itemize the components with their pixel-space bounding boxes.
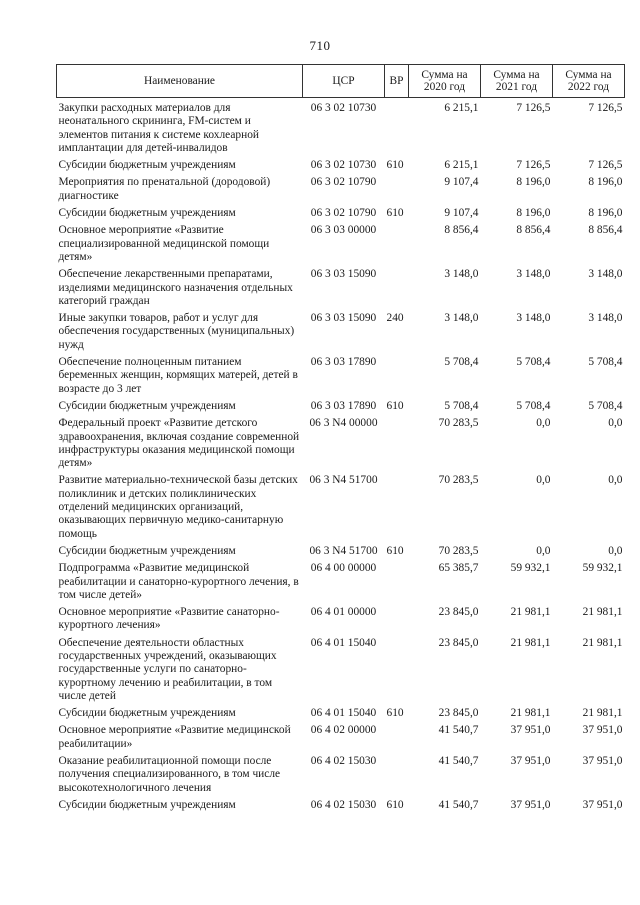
cell-sum-2022: 0,0	[608, 417, 623, 430]
cell-csr: 06 4 01 15040	[310, 707, 377, 720]
cell-sum-2022: 37 951,0	[582, 798, 623, 811]
cell-vr	[385, 356, 409, 400]
cell-name: Субсидии бюджетным учреждениям	[58, 399, 236, 412]
cell-name: Подпрограмма «Развитие медицинской реабилитации и санаторно-курортного лечения, в том числе детей»	[58, 562, 299, 601]
cell-csr: 06 3 03 17890	[310, 399, 377, 412]
cell-name: Обеспечение деятельности областных государственных учреждений, оказывающих государственные услуги по санаторно-курортному лечению и реабилитации, в том числе детей	[58, 636, 277, 702]
table-row	[57, 400, 625, 417]
cell-vr	[385, 98, 409, 160]
table-row	[57, 637, 625, 707]
cell-csr: 06 4 02 15030	[310, 755, 377, 768]
cell-csr: 06 3 03 15090	[310, 268, 377, 281]
cell-sum-2021: 37 951,0	[510, 724, 551, 737]
header-name: Наименование	[57, 65, 303, 98]
cell-vr	[385, 724, 409, 755]
table-row	[57, 545, 625, 562]
cell-sum-2022: 59 932,1	[582, 562, 623, 575]
cell-sum-2022: 21 981,1	[582, 707, 623, 720]
cell-name: Субсидии бюджетным учреждениям	[58, 707, 236, 720]
cell-name: Субсидии бюджетным учреждениям	[58, 207, 236, 220]
cell-csr: 06 4 01 00000	[310, 606, 377, 619]
cell-sum-2020: 70 283,5	[438, 544, 479, 557]
table-row	[57, 159, 625, 176]
cell-sum-2022: 3 148,0	[588, 312, 623, 325]
cell-sum-2021: 3 148,0	[516, 268, 551, 281]
cell-sum-2021: 59 932,1	[510, 562, 551, 575]
cell-sum-2021: 8 856,4	[516, 224, 551, 237]
cell-name: Развитие материально-технической базы детских поликлиник и детских поликлинических отделений медицинских организаций, оказывающих первичную медико-санитарную помощь	[58, 474, 298, 540]
cell-sum-2022: 37 951,0	[582, 755, 623, 768]
cell-vr	[385, 755, 409, 799]
cell-vr	[385, 474, 409, 544]
header-sum-2020: Сумма на 2020 год	[409, 65, 481, 98]
cell-sum-2022: 0,0	[608, 544, 623, 557]
table-row	[57, 356, 625, 400]
table-row	[57, 207, 625, 224]
table-row	[57, 562, 625, 606]
cell-sum-2022: 21 981,1	[582, 636, 623, 649]
cell-sum-2020: 9 107,4	[444, 176, 479, 189]
cell-sum-2022: 8 196,0	[588, 207, 623, 220]
table-row	[57, 724, 625, 755]
cell-vr: 240	[386, 312, 404, 325]
cell-vr	[385, 176, 409, 207]
cell-vr: 610	[386, 159, 404, 172]
cell-name: Субсидии бюджетным учреждениям	[58, 159, 236, 172]
cell-name: Иные закупки товаров, работ и услуг для обеспечения государственных (муниципальных) нужд	[58, 312, 295, 351]
table-row	[57, 417, 625, 474]
cell-sum-2020: 3 148,0	[444, 312, 479, 325]
cell-vr: 610	[386, 399, 404, 412]
cell-sum-2020: 23 845,0	[438, 636, 479, 649]
cell-sum-2022: 5 708,4	[588, 399, 623, 412]
cell-sum-2020: 8 856,4	[444, 224, 479, 237]
cell-csr: 06 3 03 17890	[310, 356, 377, 369]
cell-csr: 06 3 03 00000	[310, 224, 377, 237]
cell-csr: 06 4 01 15040	[310, 636, 377, 649]
cell-vr: 610	[386, 544, 404, 557]
header-sum-2021: Сумма на 2021 год	[481, 65, 553, 98]
cell-csr: 06 3 N4 00000	[309, 417, 378, 430]
cell-sum-2021: 0,0	[536, 544, 551, 557]
cell-csr: 06 3 03 15090	[310, 312, 377, 325]
cell-sum-2022: 7 126,5	[588, 159, 623, 172]
cell-sum-2020: 23 845,0	[438, 707, 479, 720]
cell-sum-2020: 5 708,4	[444, 399, 479, 412]
cell-vr: 610	[386, 798, 404, 811]
cell-sum-2021: 5 708,4	[516, 356, 551, 369]
cell-sum-2022: 37 951,0	[582, 724, 623, 737]
cell-name: Обеспечение полноценным питанием беременных женщин, кормящих матерей, детей в возрасте до 3 лет	[58, 356, 298, 395]
cell-sum-2020: 9 107,4	[444, 207, 479, 220]
cell-sum-2022: 21 981,1	[582, 606, 623, 619]
page-number: 710	[309, 38, 331, 53]
table-row	[57, 474, 625, 544]
cell-sum-2022: 7 126,5	[588, 102, 623, 114]
cell-sum-2021: 5 708,4	[516, 399, 551, 412]
cell-sum-2021: 7 126,5	[516, 102, 551, 114]
cell-vr: 610	[386, 707, 404, 720]
cell-name: Основное мероприятие «Развитие медицинской реабилитации»	[58, 724, 291, 750]
cell-name: Закупки расходных материалов для неонатального скрининга, FM-систем и элементов питания к системе кохлеарной имплантации для детей-инвалидов	[58, 102, 259, 154]
cell-sum-2020: 6 215,1	[444, 102, 479, 114]
table-row	[57, 224, 625, 268]
cell-csr: 06 3 N4 51700	[309, 474, 378, 487]
cell-sum-2020: 41 540,7	[438, 798, 479, 811]
cell-sum-2021: 3 148,0	[516, 312, 551, 325]
header-vr: ВР	[385, 65, 409, 98]
table-row	[57, 707, 625, 724]
cell-vr	[385, 637, 409, 707]
cell-sum-2022: 8 196,0	[588, 176, 623, 189]
cell-sum-2020: 70 283,5	[438, 417, 479, 430]
cell-csr: 06 4 00 00000	[310, 562, 377, 575]
table-row	[57, 799, 625, 816]
cell-vr	[385, 224, 409, 268]
cell-csr: 06 3 02 10790	[310, 207, 377, 220]
table-row	[57, 176, 625, 207]
cell-sum-2022: 0,0	[608, 474, 623, 487]
cell-name: Мероприятия по пренатальной (дородовой) диагностике	[58, 176, 271, 202]
budget-table	[56, 64, 625, 816]
cell-sum-2021: 21 981,1	[510, 606, 551, 619]
table-row	[57, 755, 625, 799]
table-row	[57, 606, 625, 637]
cell-vr	[385, 606, 409, 637]
cell-sum-2021: 37 951,0	[510, 755, 551, 768]
cell-sum-2021: 21 981,1	[510, 707, 551, 720]
cell-sum-2021: 0,0	[536, 417, 551, 430]
cell-name: Основное мероприятие «Развитие специализированной медицинской помощи детям»	[58, 224, 270, 263]
cell-name: Обеспечение лекарственными препаратами, изделиями медицинского назначения отдельных категорий граждан	[58, 268, 293, 307]
cell-vr: 610	[386, 207, 404, 220]
table-header-row	[57, 65, 625, 98]
cell-sum-2020: 6 215,1	[444, 159, 479, 172]
cell-vr	[385, 417, 409, 474]
cell-name: Оказание реабилитационной помощи после получения специализированного, в том числе высокотехнологичного лечения	[58, 755, 281, 794]
cell-name: Федеральный проект «Развитие детского здравоохранения, включая создание современной инфраструктуры оказания медицинской помощи детям»	[58, 417, 300, 470]
table-row	[57, 268, 625, 312]
header-sum-2022: Сумма на 2022 год	[553, 65, 625, 98]
cell-sum-2021: 0,0	[536, 474, 551, 487]
header-csr: ЦСР	[303, 65, 385, 98]
cell-csr: 06 3 02 10730	[310, 102, 377, 114]
cell-vr	[385, 268, 409, 312]
table-row	[57, 312, 625, 356]
cell-sum-2022: 8 856,4	[588, 224, 623, 237]
cell-csr: 06 3 02 10730	[310, 159, 377, 172]
cell-sum-2020: 41 540,7	[438, 755, 479, 768]
table-row	[57, 98, 625, 160]
cell-sum-2020: 5 708,4	[444, 356, 479, 369]
cell-sum-2020: 41 540,7	[438, 724, 479, 737]
cell-sum-2021: 21 981,1	[510, 636, 551, 649]
cell-csr: 06 3 N4 51700	[309, 544, 378, 557]
cell-name: Основное мероприятие «Развитие санаторно-курортного лечения»	[58, 606, 280, 632]
cell-name: Субсидии бюджетным учреждениям	[58, 798, 236, 811]
cell-sum-2021: 37 951,0	[510, 798, 551, 811]
cell-csr: 06 4 02 00000	[310, 724, 377, 737]
cell-sum-2022: 5 708,4	[588, 356, 623, 369]
cell-sum-2021: 8 196,0	[516, 207, 551, 220]
cell-sum-2022: 3 148,0	[588, 268, 623, 281]
cell-sum-2020: 23 845,0	[438, 606, 479, 619]
cell-csr: 06 4 02 15030	[310, 798, 377, 811]
cell-name: Субсидии бюджетным учреждениям	[58, 544, 236, 557]
cell-sum-2021: 8 196,0	[516, 176, 551, 189]
cell-sum-2020: 65 385,7	[438, 562, 479, 575]
cell-csr: 06 3 02 10790	[310, 176, 377, 189]
cell-vr	[385, 562, 409, 606]
cell-sum-2020: 3 148,0	[444, 268, 479, 281]
cell-sum-2020: 70 283,5	[438, 474, 479, 487]
cell-sum-2021: 7 126,5	[516, 159, 551, 172]
